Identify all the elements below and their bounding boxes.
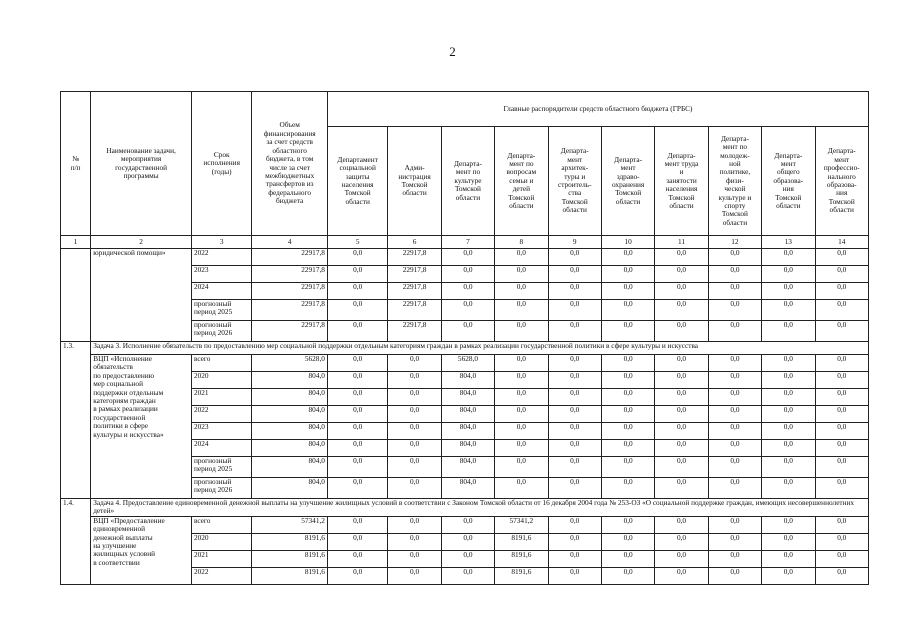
grbs-value-cell: 0,0: [495, 389, 548, 406]
grbs-value-cell: 22917,8: [388, 321, 441, 342]
grbs-value-cell: 0,0: [441, 266, 494, 283]
grbs-value-cell: 0,0: [388, 389, 441, 406]
grbs-value-cell: 0,0: [601, 355, 654, 372]
task-title: Задача 3. Исполнение обязательств по предоставлению мер социальной поддержки отдельным категориям граждан в рамках реализации государственной политики в сфере культуры и искусства: [91, 342, 869, 355]
grbs-value-cell: 0,0: [548, 567, 601, 584]
grbs-value-cell: 0,0: [708, 423, 761, 440]
grbs-value-cell: 5628,0: [441, 355, 494, 372]
grbs-value-cell: 0,0: [762, 321, 815, 342]
grbs-value-cell: 0,0: [327, 372, 387, 389]
grbs-value-cell: 0,0: [495, 355, 548, 372]
term-cell: прогнозный период 2026: [191, 321, 251, 342]
grbs-value-cell: 0,0: [441, 533, 494, 550]
volume-cell: 804,0: [252, 389, 328, 406]
grbs-value-cell: 0,0: [815, 457, 869, 478]
header-grbs-6: Департа- мент здраво- охранения Томской области: [601, 127, 654, 236]
volume-cell: 804,0: [252, 440, 328, 457]
grbs-value-cell: 804,0: [441, 406, 494, 423]
grbs-value-cell: 0,0: [601, 440, 654, 457]
volume-cell: 22917,8: [252, 321, 328, 342]
grbs-value-cell: 0,0: [708, 372, 761, 389]
column-number-14: 14: [815, 236, 869, 249]
grbs-value-cell: 0,0: [388, 440, 441, 457]
grbs-value-cell: 0,0: [655, 389, 708, 406]
term-cell: прогнозный период 2025: [191, 457, 251, 478]
grbs-value-cell: 0,0: [388, 457, 441, 478]
grbs-value-cell: 0,0: [388, 406, 441, 423]
term-cell: 2023: [191, 423, 251, 440]
grbs-value-cell: 0,0: [327, 550, 387, 567]
grbs-value-cell: 0,0: [762, 406, 815, 423]
grbs-value-cell: 0,0: [548, 478, 601, 499]
grbs-value-cell: 0,0: [548, 321, 601, 342]
grbs-value-cell: 0,0: [327, 406, 387, 423]
volume-cell: 8191,6: [252, 533, 328, 550]
term-cell: 2021: [191, 550, 251, 567]
grbs-value-cell: 0,0: [388, 533, 441, 550]
table-row: [61, 355, 869, 372]
grbs-value-cell: 0,0: [327, 249, 387, 266]
grbs-value-cell: 0,0: [762, 372, 815, 389]
grbs-value-cell: 0,0: [327, 355, 387, 372]
volume-cell: 22917,8: [252, 266, 328, 283]
grbs-value-cell: 0,0: [327, 300, 387, 321]
column-number-7: 7: [441, 236, 494, 249]
task-number: 1.4.: [61, 499, 91, 517]
grbs-value-cell: 0,0: [762, 533, 815, 550]
grbs-value-cell: 0,0: [762, 283, 815, 300]
term-cell: 2022: [191, 249, 251, 266]
page-number: 2: [449, 44, 456, 59]
grbs-value-cell: 0,0: [655, 249, 708, 266]
grbs-value-cell: 0,0: [708, 355, 761, 372]
header-grbs-1: Департамент социальной защиты населения Томской области: [327, 127, 387, 236]
grbs-value-cell: 0,0: [495, 406, 548, 423]
grbs-value-cell: 22917,8: [388, 249, 441, 266]
column-number-6: 6: [388, 236, 441, 249]
grbs-value-cell: 0,0: [762, 440, 815, 457]
grbs-value-cell: 0,0: [708, 457, 761, 478]
term-cell: прогнозный период 2026: [191, 478, 251, 499]
volume-cell: 8191,6: [252, 567, 328, 584]
grbs-value-cell: 0,0: [655, 266, 708, 283]
header-grbs-10: Департа- мент профессио- нального образова- ния Томской области: [815, 127, 869, 236]
volume-cell: 804,0: [252, 457, 328, 478]
grbs-value-cell: 0,0: [815, 478, 869, 499]
grbs-value-cell: 0,0: [708, 300, 761, 321]
volume-cell: 22917,8: [252, 249, 328, 266]
header-num: № п/п: [61, 92, 91, 236]
grbs-value-cell: 0,0: [548, 283, 601, 300]
grbs-value-cell: 0,0: [815, 516, 869, 533]
grbs-value-cell: 0,0: [601, 406, 654, 423]
grbs-value-cell: 0,0: [441, 300, 494, 321]
grbs-value-cell: 0,0: [601, 266, 654, 283]
grbs-value-cell: 8191,6: [495, 533, 548, 550]
grbs-value-cell: 0,0: [655, 550, 708, 567]
grbs-value-cell: 0,0: [655, 516, 708, 533]
term-cell: 2021: [191, 389, 251, 406]
grbs-value-cell: 0,0: [655, 423, 708, 440]
grbs-value-cell: 0,0: [655, 321, 708, 342]
grbs-value-cell: 0,0: [655, 567, 708, 584]
column-number-10: 10: [601, 236, 654, 249]
header-grbs-9: Департа- мент общего образова- ния Томской области: [762, 127, 815, 236]
grbs-value-cell: 0,0: [601, 423, 654, 440]
header-grbs-8: Департа- мент по молодеж- ной политике, физи- ческой культуре и спорту Томской области: [708, 127, 761, 236]
grbs-value-cell: 804,0: [441, 440, 494, 457]
column-number-2: 2: [91, 236, 192, 249]
grbs-value-cell: 0,0: [762, 423, 815, 440]
grbs-value-cell: 0,0: [601, 321, 654, 342]
grbs-value-cell: 0,0: [601, 533, 654, 550]
grbs-value-cell: 0,0: [495, 249, 548, 266]
term-cell: 2023: [191, 266, 251, 283]
row-number-cell: [61, 516, 91, 584]
grbs-value-cell: 0,0: [548, 516, 601, 533]
grbs-value-cell: 0,0: [548, 389, 601, 406]
grbs-value-cell: 0,0: [815, 249, 869, 266]
grbs-value-cell: 0,0: [388, 567, 441, 584]
grbs-value-cell: 0,0: [762, 355, 815, 372]
column-number-11: 11: [655, 236, 708, 249]
volume-cell: 804,0: [252, 406, 328, 423]
grbs-value-cell: 0,0: [548, 249, 601, 266]
grbs-value-cell: 804,0: [441, 423, 494, 440]
grbs-value-cell: 0,0: [815, 406, 869, 423]
grbs-value-cell: 0,0: [327, 389, 387, 406]
grbs-value-cell: 0,0: [495, 321, 548, 342]
grbs-value-cell: 0,0: [388, 372, 441, 389]
grbs-value-cell: 0,0: [601, 478, 654, 499]
grbs-value-cell: 0,0: [495, 457, 548, 478]
grbs-value-cell: 0,0: [708, 516, 761, 533]
grbs-value-cell: 0,0: [655, 300, 708, 321]
volume-cell: 804,0: [252, 423, 328, 440]
grbs-value-cell: 0,0: [655, 457, 708, 478]
grbs-value-cell: 0,0: [327, 533, 387, 550]
task-row: [61, 499, 869, 517]
grbs-value-cell: 0,0: [708, 533, 761, 550]
grbs-value-cell: 0,0: [327, 283, 387, 300]
table-row: [61, 516, 869, 533]
column-number-8: 8: [495, 236, 548, 249]
grbs-value-cell: 0,0: [708, 283, 761, 300]
header-grbs-5: Департа- мент архитек- туры и строитель- ства Томской области: [548, 127, 601, 236]
grbs-value-cell: 0,0: [441, 321, 494, 342]
grbs-value-cell: 0,0: [655, 406, 708, 423]
measure-name: ВЦП «Исполнение обязательств по предоставлению мер социальной поддержки отдельным категориям граждан в рамках реализации государственной политики в сфере культуры и искусства»: [91, 355, 192, 499]
grbs-value-cell: 0,0: [762, 550, 815, 567]
grbs-value-cell: 0,0: [655, 355, 708, 372]
grbs-value-cell: 0,0: [327, 567, 387, 584]
grbs-value-cell: 0,0: [655, 283, 708, 300]
grbs-value-cell: 0,0: [708, 550, 761, 567]
grbs-value-cell: 0,0: [762, 249, 815, 266]
term-cell: всего: [191, 355, 251, 372]
grbs-value-cell: 0,0: [655, 478, 708, 499]
grbs-value-cell: 0,0: [441, 249, 494, 266]
grbs-value-cell: 57341,2: [495, 516, 548, 533]
grbs-value-cell: 0,0: [815, 440, 869, 457]
grbs-value-cell: 0,0: [762, 457, 815, 478]
grbs-value-cell: 0,0: [388, 550, 441, 567]
grbs-value-cell: 0,0: [495, 372, 548, 389]
column-number-12: 12: [708, 236, 761, 249]
grbs-value-cell: 804,0: [441, 457, 494, 478]
grbs-value-cell: 0,0: [762, 300, 815, 321]
grbs-value-cell: 0,0: [495, 478, 548, 499]
header-grbs-7: Департа- мент труда и занятости населения Томской области: [655, 127, 708, 236]
grbs-value-cell: 804,0: [441, 372, 494, 389]
grbs-value-cell: 0,0: [327, 478, 387, 499]
header-volume: Объем финансирования за счет средств областного бюджета, в том числе за счет межбюджетных трансфертов из федерального бюджета: [252, 92, 328, 236]
grbs-value-cell: 0,0: [495, 440, 548, 457]
volume-cell: 8191,6: [252, 550, 328, 567]
grbs-value-cell: 0,0: [708, 321, 761, 342]
grbs-value-cell: 0,0: [708, 266, 761, 283]
grbs-value-cell: 0,0: [548, 440, 601, 457]
term-cell: всего: [191, 516, 251, 533]
grbs-value-cell: 0,0: [655, 440, 708, 457]
grbs-value-cell: 8191,6: [495, 567, 548, 584]
grbs-value-cell: 0,0: [441, 567, 494, 584]
grbs-value-cell: 22917,8: [388, 266, 441, 283]
grbs-value-cell: 0,0: [762, 389, 815, 406]
grbs-value-cell: 0,0: [327, 516, 387, 533]
grbs-value-cell: 0,0: [327, 440, 387, 457]
task-row: [61, 342, 869, 355]
grbs-value-cell: 0,0: [762, 266, 815, 283]
grbs-value-cell: 0,0: [601, 249, 654, 266]
header-term: Срок исполнения (годы): [191, 92, 251, 236]
grbs-value-cell: 0,0: [327, 457, 387, 478]
table-row: [61, 249, 869, 266]
grbs-value-cell: 0,0: [708, 567, 761, 584]
grbs-value-cell: 0,0: [815, 423, 869, 440]
column-number-9: 9: [548, 236, 601, 249]
term-cell: 2022: [191, 567, 251, 584]
grbs-value-cell: 0,0: [441, 283, 494, 300]
grbs-value-cell: 22917,8: [388, 300, 441, 321]
volume-cell: 22917,8: [252, 283, 328, 300]
grbs-value-cell: 0,0: [388, 355, 441, 372]
grbs-value-cell: 0,0: [548, 406, 601, 423]
term-cell: 2024: [191, 440, 251, 457]
grbs-value-cell: 0,0: [601, 389, 654, 406]
grbs-value-cell: 0,0: [601, 300, 654, 321]
task-number: 1.3.: [61, 342, 91, 355]
volume-cell: 804,0: [252, 372, 328, 389]
grbs-value-cell: 0,0: [708, 249, 761, 266]
column-number-1: 1: [61, 236, 91, 249]
grbs-value-cell: 0,0: [601, 372, 654, 389]
grbs-value-cell: 0,0: [548, 533, 601, 550]
column-number-13: 13: [762, 236, 815, 249]
grbs-value-cell: 0,0: [762, 516, 815, 533]
grbs-value-cell: 0,0: [441, 550, 494, 567]
header-grbs-4: Департа- мент по вопросам семьи и детей Томской области: [495, 127, 548, 236]
grbs-value-cell: 0,0: [815, 389, 869, 406]
volume-cell: 22917,8: [252, 300, 328, 321]
grbs-value-cell: 0,0: [495, 423, 548, 440]
column-number-4: 4: [252, 236, 328, 249]
term-cell: 2022: [191, 406, 251, 423]
grbs-value-cell: 0,0: [708, 406, 761, 423]
grbs-value-cell: 0,0: [815, 300, 869, 321]
column-number-3: 3: [191, 236, 251, 249]
grbs-value-cell: 0,0: [388, 423, 441, 440]
grbs-value-cell: 0,0: [601, 457, 654, 478]
grbs-value-cell: 0,0: [601, 516, 654, 533]
column-number-5: 5: [327, 236, 387, 249]
grbs-value-cell: 0,0: [815, 533, 869, 550]
grbs-value-cell: 0,0: [548, 372, 601, 389]
header-grbs-2: Адми- нистрация Томской области: [388, 127, 441, 236]
grbs-value-cell: 804,0: [441, 478, 494, 499]
row-number-cell: [61, 355, 91, 499]
grbs-value-cell: 0,0: [601, 550, 654, 567]
task-title: Задача 4. Предоставление единовременной денежной выплаты на улучшение жилищных условий в соответствии с Законом Томской области от 16 декабря 2004 года № 253-ОЗ «О социальной поддержке граждан, имеющих несовершеннолетних детей»: [91, 499, 869, 517]
budget-table: [60, 91, 869, 585]
grbs-value-cell: 22917,8: [388, 283, 441, 300]
header-name: Наименование задачи, мероприятия государственной программы: [91, 92, 192, 236]
term-cell: прогнозный период 2025: [191, 300, 251, 321]
volume-cell: 57341,2: [252, 516, 328, 533]
grbs-value-cell: 0,0: [815, 283, 869, 300]
grbs-value-cell: 0,0: [762, 478, 815, 499]
row-number-cell: [61, 249, 91, 342]
grbs-value-cell: 0,0: [495, 266, 548, 283]
grbs-value-cell: 0,0: [815, 321, 869, 342]
grbs-value-cell: 0,0: [601, 283, 654, 300]
grbs-value-cell: 0,0: [388, 478, 441, 499]
volume-cell: 5628,0: [252, 355, 328, 372]
grbs-value-cell: 0,0: [548, 300, 601, 321]
header-grbs-3: Департа- мент по культуре Томской области: [441, 127, 494, 236]
grbs-value-cell: 0,0: [495, 283, 548, 300]
grbs-value-cell: 0,0: [815, 550, 869, 567]
grbs-value-cell: 8191,6: [495, 550, 548, 567]
grbs-value-cell: 0,0: [441, 516, 494, 533]
term-cell: 2020: [191, 372, 251, 389]
grbs-value-cell: 0,0: [762, 567, 815, 584]
grbs-value-cell: 0,0: [815, 355, 869, 372]
grbs-value-cell: 0,0: [708, 478, 761, 499]
grbs-value-cell: 0,0: [601, 567, 654, 584]
grbs-value-cell: 0,0: [327, 321, 387, 342]
grbs-value-cell: 0,0: [708, 389, 761, 406]
grbs-value-cell: 0,0: [708, 440, 761, 457]
grbs-value-cell: 0,0: [815, 266, 869, 283]
grbs-value-cell: 0,0: [655, 372, 708, 389]
grbs-value-cell: 0,0: [548, 457, 601, 478]
grbs-value-cell: 0,0: [815, 372, 869, 389]
measure-name: ВЦП «Предоставление единовременной денежной выплаты на улучшение жилищных условий в соответствии: [91, 516, 192, 584]
grbs-value-cell: 0,0: [495, 300, 548, 321]
grbs-value-cell: 804,0: [441, 389, 494, 406]
grbs-value-cell: 0,0: [655, 533, 708, 550]
grbs-value-cell: 0,0: [548, 550, 601, 567]
grbs-value-cell: 0,0: [815, 567, 869, 584]
grbs-value-cell: 0,0: [327, 266, 387, 283]
grbs-value-cell: 0,0: [327, 423, 387, 440]
term-cell: 2024: [191, 283, 251, 300]
term-cell: 2020: [191, 533, 251, 550]
grbs-value-cell: 0,0: [548, 355, 601, 372]
grbs-value-cell: 0,0: [388, 516, 441, 533]
volume-cell: 804,0: [252, 478, 328, 499]
measure-name: юридической помощи»: [91, 249, 192, 342]
header-grbs-title: Главные распорядители средств областного бюджета (ГРБС): [327, 92, 868, 127]
grbs-value-cell: 0,0: [548, 266, 601, 283]
grbs-value-cell: 0,0: [548, 423, 601, 440]
